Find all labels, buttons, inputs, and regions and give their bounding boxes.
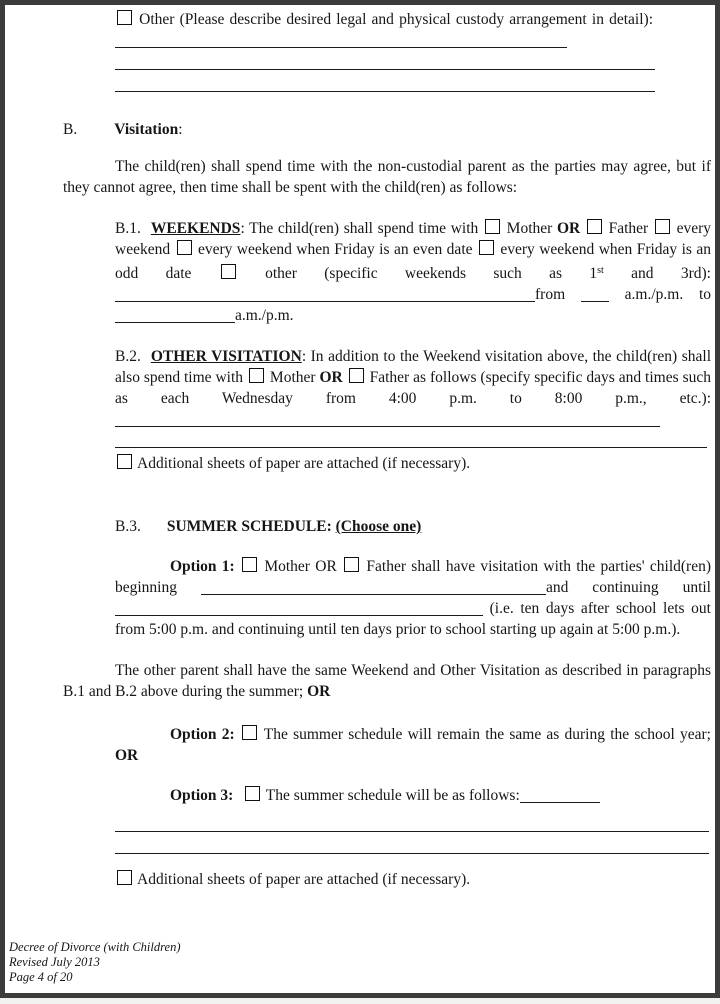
para-option-2: [115, 724, 711, 766]
text-run: other (specific weekends such as 1: [237, 265, 598, 282]
checkbox-icon: [344, 557, 359, 572]
text-run: every weekend when Friday is an even date: [193, 241, 477, 258]
blank-line-row: [115, 52, 711, 73]
text-run: a.m./p.m. to: [608, 286, 711, 303]
text-run: Other (Please describe desired legal and physical custody arrangement in detail):: [134, 11, 653, 28]
checkbox-icon: [117, 870, 132, 885]
blank-field: [115, 601, 483, 616]
checkbox-icon: [245, 786, 260, 801]
bold-text: Option 1:: [170, 558, 241, 575]
checkbox-icon: [655, 219, 670, 234]
text-run: every weekend when Friday is an odd date: [115, 241, 711, 282]
blank-field: [520, 788, 600, 803]
para-option-3: [115, 785, 711, 806]
text-run: The child(ren) shall spend time with the non-custodial parent as the parties may agree, but if they cannot agree, then time shall be spent with the child(ren) as follows:: [63, 158, 711, 196]
checkbox-icon: [479, 240, 494, 255]
bold-text: Option 2:: [170, 726, 240, 743]
blank-field: [115, 77, 655, 92]
text-run: B.2.: [115, 348, 141, 365]
checkbox-icon: [221, 264, 236, 279]
checkbox-icon: [177, 240, 192, 255]
checkbox-icon: [242, 557, 257, 572]
bold-text: OR: [319, 369, 343, 386]
bold-text: OR: [556, 220, 581, 237]
para-visitation-intro: [63, 156, 711, 198]
checkbox-icon: [117, 10, 132, 25]
footer-doc-title: Decree of Divorce (with Children): [9, 940, 181, 954]
checkbox-icon: [249, 368, 264, 383]
checkbox-icon: [242, 725, 257, 740]
para-option-1: [115, 556, 711, 640]
blank-field: [201, 580, 546, 595]
section-b-heading: [63, 119, 711, 140]
text-run: Father shall have visitation with the parties' child(ren) beginning: [115, 558, 711, 596]
text-run: Father: [603, 220, 653, 237]
para-b2-other-visitation: [115, 346, 711, 451]
text-run: and continuing until: [545, 579, 711, 596]
text-run: from: [535, 286, 581, 303]
spacer: [141, 232, 151, 233]
blank-line-row: [115, 74, 711, 95]
checkbox-icon: [117, 454, 132, 469]
blank-line-row: [115, 836, 711, 857]
blank-field: [115, 33, 567, 48]
blank-field: [581, 287, 609, 302]
text-run: and 3rd):: [603, 265, 711, 282]
blank-field: [115, 433, 707, 448]
text-run: [580, 220, 585, 237]
para-other-parent: [63, 660, 711, 702]
underlined-heading: OTHER VISITATION: [150, 348, 302, 365]
para-b1-weekends: [115, 218, 711, 326]
footer-page-number: Page 4 of 20: [9, 970, 73, 984]
checkbox-line-additional-sheets: [115, 869, 711, 890]
blank-line-row: [115, 814, 711, 835]
underlined-heading: (Choose one): [335, 518, 422, 535]
page-footer: [9, 940, 180, 985]
text-run: Mother: [265, 369, 320, 386]
blank-field: [115, 839, 709, 854]
spacer: [141, 360, 151, 361]
blank-field: [115, 412, 660, 427]
text-run: Mother: [501, 220, 557, 237]
superscript-text: st: [597, 265, 604, 276]
text-run: (i.e. ten days after school lets out from 5:00 p.m. and continuing until ten days prior to school starting up again at 5:00 p.m.).: [115, 600, 711, 638]
heading-b3-summer-schedule: [115, 516, 711, 537]
text-run: The other parent shall have the same Weekend and Other Visitation as described in paragraphs B.1 and B.2 above during the summer;: [63, 662, 711, 700]
text-run: B.3.: [115, 518, 141, 535]
blank-field: [115, 55, 655, 70]
text-run: Additional sheets of paper are attached (if necessary).: [134, 455, 471, 472]
checkbox-icon: [485, 219, 500, 234]
checkbox-line-additional-sheets: [115, 453, 711, 474]
text-run: B.1.: [115, 220, 141, 237]
bold-text: Option 3:: [170, 787, 238, 804]
text-run: B.: [63, 121, 78, 138]
text-run: a.m./p.m.: [235, 307, 294, 324]
spacer: [77, 133, 114, 134]
text-run: [343, 369, 347, 386]
text-run: : In addition to the Weekend visitation above, the child(ren) shall also spend time with: [115, 348, 711, 386]
checkbox-icon: [587, 219, 602, 234]
text-run: The summer schedule will remain the same as during the school year;: [258, 726, 711, 743]
underlined-heading: WEEKENDS: [150, 220, 241, 237]
spacer: [141, 530, 167, 531]
text-run: every weekend: [115, 220, 711, 258]
para-other-custody: [115, 9, 653, 51]
blank-field: [115, 308, 235, 323]
checkbox-icon: [349, 368, 364, 383]
text-run: Mother OR: [259, 558, 343, 575]
bold-text: OR: [115, 747, 139, 764]
text-run: Additional sheets of paper are attached (if necessary).: [134, 871, 471, 888]
text-run: : The child(ren) shall spend time with: [240, 220, 483, 237]
bold-text: OR: [307, 683, 331, 700]
footer-revision-date: Revised July 2013: [9, 955, 100, 969]
blank-field: [115, 817, 709, 832]
blank-field: [115, 287, 535, 302]
bold-text: Visitation: [114, 121, 179, 138]
text-run: The summer schedule will be as follows:: [262, 787, 520, 804]
text-run: :: [178, 121, 183, 138]
text-run: Father as follows (specify specific days and times such as each Wednesday from 4:00 p.m. to 8:00 p.m., etc.):: [115, 369, 711, 407]
bold-text: SUMMER SCHEDULE:: [166, 518, 336, 535]
spacer: [237, 799, 243, 800]
